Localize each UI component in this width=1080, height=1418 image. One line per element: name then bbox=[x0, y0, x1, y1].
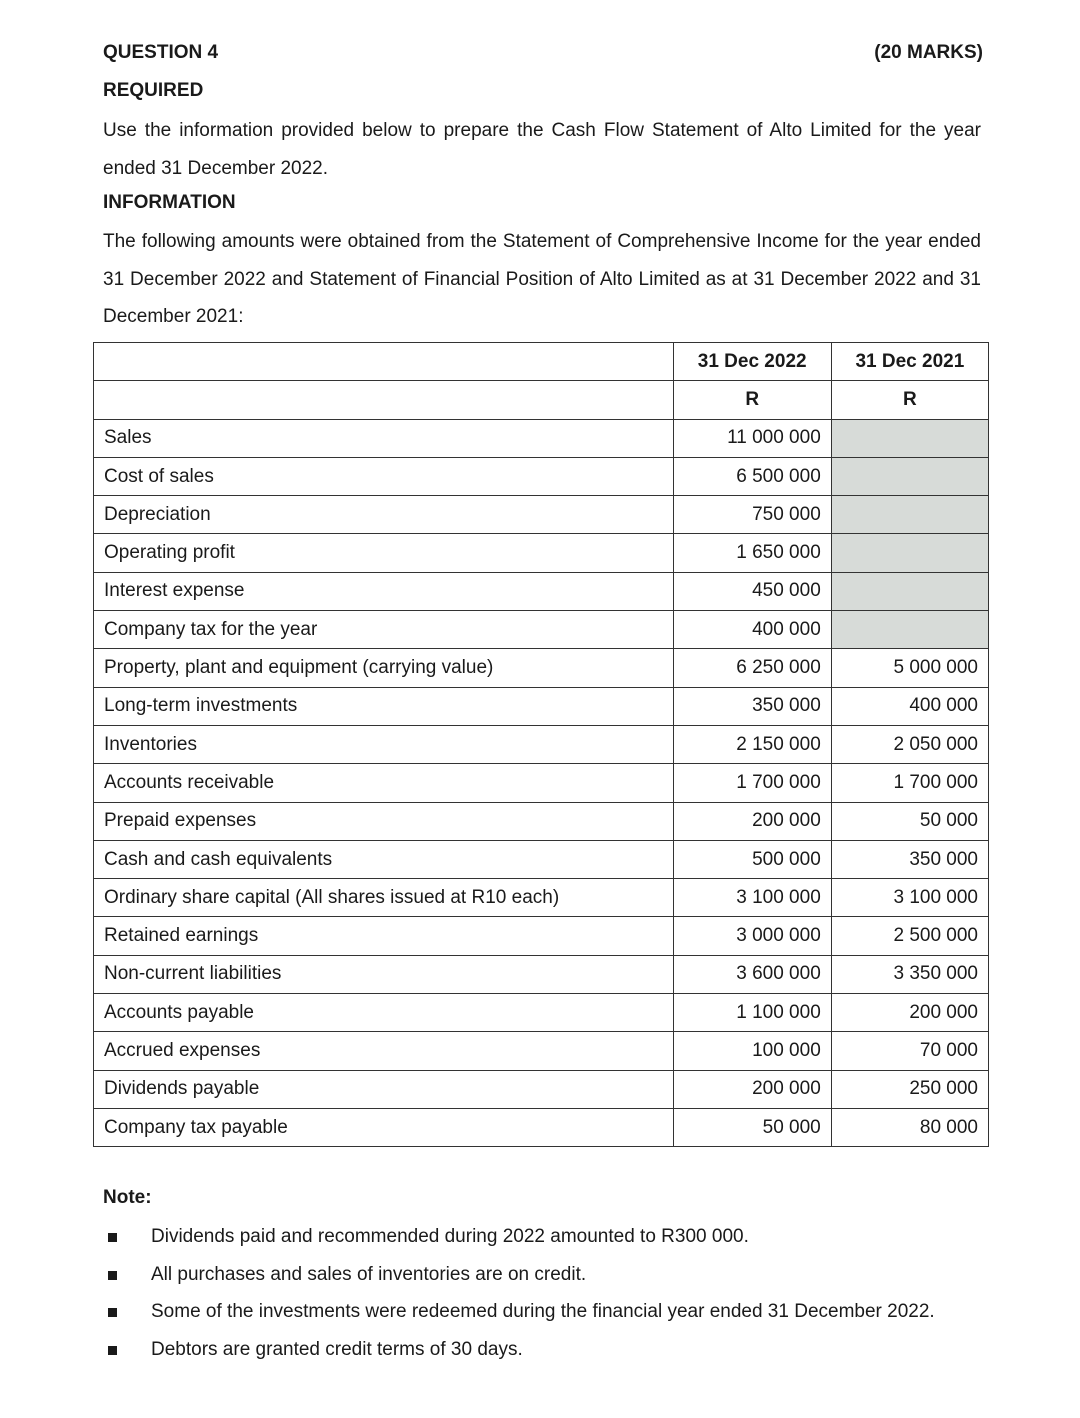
information-paragraph: The following amounts were obtained from the Statement of Comprehensive Income for the year ended 31 December 2022 and Statement of Financial Position of Alto Limited as at 31 December 2022 and 31 December 2021: bbox=[103, 231, 981, 327]
table-row bbox=[94, 572, 989, 610]
row-label: Ordinary share capital (All shares issued at R10 each) bbox=[94, 879, 674, 917]
table-row bbox=[94, 917, 989, 955]
table-header-row bbox=[94, 343, 989, 381]
table-row bbox=[94, 457, 989, 495]
row-value-2022: 750 000 bbox=[673, 496, 831, 534]
note-text: Dividends paid and recommended during 2022 amounted to R300 000. bbox=[151, 1226, 749, 1247]
note-text: Debtors are granted credit terms of 30 days. bbox=[151, 1339, 523, 1361]
table-row bbox=[94, 802, 989, 840]
note-heading: Note: bbox=[103, 1187, 152, 1208]
row-value-2021: 3 350 000 bbox=[831, 955, 988, 993]
question-title: QUESTION 4 bbox=[103, 42, 219, 63]
note-item bbox=[103, 1218, 935, 1256]
row-value-2021 bbox=[831, 457, 988, 495]
required-paragraph: Use the information provided below to prepare the Cash Flow Statement of Alto Limited for the year ended 31 December 2022. bbox=[103, 120, 981, 179]
square-bullet-icon bbox=[108, 1346, 117, 1355]
table-row bbox=[94, 955, 989, 993]
row-label: Accounts payable bbox=[94, 994, 674, 1032]
row-label: Property, plant and equipment (carrying value) bbox=[94, 649, 674, 687]
row-value-2022: 6 500 000 bbox=[673, 457, 831, 495]
row-value-2021: 1 700 000 bbox=[831, 764, 988, 802]
table-row bbox=[94, 496, 989, 534]
information-heading: INFORMATION bbox=[103, 192, 236, 213]
row-label: Accrued expenses bbox=[94, 1032, 674, 1070]
row-value-2021: 200 000 bbox=[831, 994, 988, 1032]
row-label: Company tax payable bbox=[94, 1108, 674, 1146]
row-value-2021: 350 000 bbox=[831, 840, 988, 878]
currency-2021: R bbox=[831, 381, 988, 419]
row-value-2021: 250 000 bbox=[831, 1070, 988, 1108]
note-item bbox=[103, 1293, 935, 1331]
row-label: Sales bbox=[94, 419, 674, 457]
note-item bbox=[103, 1256, 935, 1294]
row-label: Dividends payable bbox=[94, 1070, 674, 1108]
row-value-2022: 400 000 bbox=[673, 611, 831, 649]
table-row bbox=[94, 419, 989, 457]
question-header bbox=[103, 42, 983, 70]
row-value-2022: 350 000 bbox=[673, 687, 831, 725]
row-label: Non-current liabilities bbox=[94, 955, 674, 993]
row-value-2022: 3 600 000 bbox=[673, 955, 831, 993]
square-bullet-icon bbox=[108, 1271, 117, 1280]
row-value-2022: 1 100 000 bbox=[673, 994, 831, 1032]
row-value-2022: 1 700 000 bbox=[673, 764, 831, 802]
note-item bbox=[103, 1331, 935, 1369]
table-row bbox=[94, 649, 989, 687]
row-value-2021 bbox=[831, 572, 988, 610]
table-row bbox=[94, 879, 989, 917]
table-row bbox=[94, 534, 989, 572]
square-bullet-icon bbox=[108, 1308, 117, 1317]
row-value-2022: 3 100 000 bbox=[673, 879, 831, 917]
row-label: Operating profit bbox=[94, 534, 674, 572]
row-label: Cost of sales bbox=[94, 457, 674, 495]
table-row bbox=[94, 1070, 989, 1108]
row-label: Company tax for the year bbox=[94, 611, 674, 649]
header-2022: 31 Dec 2022 bbox=[673, 343, 831, 381]
square-bullet-icon bbox=[108, 1233, 117, 1242]
table-row bbox=[94, 725, 989, 763]
currency-empty-cell bbox=[94, 381, 674, 419]
row-value-2021: 2 500 000 bbox=[831, 917, 988, 955]
row-value-2021: 400 000 bbox=[831, 687, 988, 725]
row-value-2022: 3 000 000 bbox=[673, 917, 831, 955]
table-row bbox=[94, 1032, 989, 1070]
note-text: All purchases and sales of inventories are on credit. bbox=[151, 1263, 587, 1285]
row-value-2021: 2 050 000 bbox=[831, 725, 988, 763]
row-value-2022: 1 650 000 bbox=[673, 534, 831, 572]
row-label: Accounts receivable bbox=[94, 764, 674, 802]
note-text: Some of the investments were redeemed during the financial year ended 31 December 2022. bbox=[151, 1301, 935, 1323]
row-value-2022: 500 000 bbox=[673, 840, 831, 878]
row-value-2022: 450 000 bbox=[673, 572, 831, 610]
row-label: Cash and cash equivalents bbox=[94, 840, 674, 878]
row-value-2021 bbox=[831, 496, 988, 534]
row-label: Retained earnings bbox=[94, 917, 674, 955]
header-2021: 31 Dec 2021 bbox=[831, 343, 988, 381]
row-label: Prepaid expenses bbox=[94, 802, 674, 840]
row-label: Depreciation bbox=[94, 496, 674, 534]
row-value-2021 bbox=[831, 534, 988, 572]
table-row bbox=[94, 764, 989, 802]
row-label: Interest expense bbox=[94, 572, 674, 610]
notes-list bbox=[103, 1218, 935, 1369]
currency-2022: R bbox=[673, 381, 831, 419]
table-row bbox=[94, 994, 989, 1032]
row-value-2022: 50 000 bbox=[673, 1108, 831, 1146]
row-value-2021 bbox=[831, 419, 988, 457]
row-value-2021: 70 000 bbox=[831, 1032, 988, 1070]
table-currency-row bbox=[94, 381, 989, 419]
row-value-2022: 11 000 000 bbox=[673, 419, 831, 457]
row-value-2021: 50 000 bbox=[831, 802, 988, 840]
row-label: Inventories bbox=[94, 725, 674, 763]
header-empty-cell bbox=[94, 343, 674, 381]
row-value-2022: 2 150 000 bbox=[673, 725, 831, 763]
row-value-2021: 3 100 000 bbox=[831, 879, 988, 917]
required-heading: REQUIRED bbox=[103, 80, 204, 101]
row-value-2021: 5 000 000 bbox=[831, 649, 988, 687]
row-value-2021 bbox=[831, 611, 988, 649]
row-value-2022: 200 000 bbox=[673, 1070, 831, 1108]
row-value-2022: 100 000 bbox=[673, 1032, 831, 1070]
row-value-2022: 6 250 000 bbox=[673, 649, 831, 687]
table-row bbox=[94, 1108, 989, 1146]
table-row bbox=[94, 687, 989, 725]
financial-data-table bbox=[93, 342, 989, 1147]
question-marks: (20 MARKS) bbox=[874, 42, 983, 63]
row-label: Long-term investments bbox=[94, 687, 674, 725]
table-row bbox=[94, 611, 989, 649]
table-row bbox=[94, 840, 989, 878]
row-value-2022: 200 000 bbox=[673, 802, 831, 840]
row-value-2021: 80 000 bbox=[831, 1108, 988, 1146]
